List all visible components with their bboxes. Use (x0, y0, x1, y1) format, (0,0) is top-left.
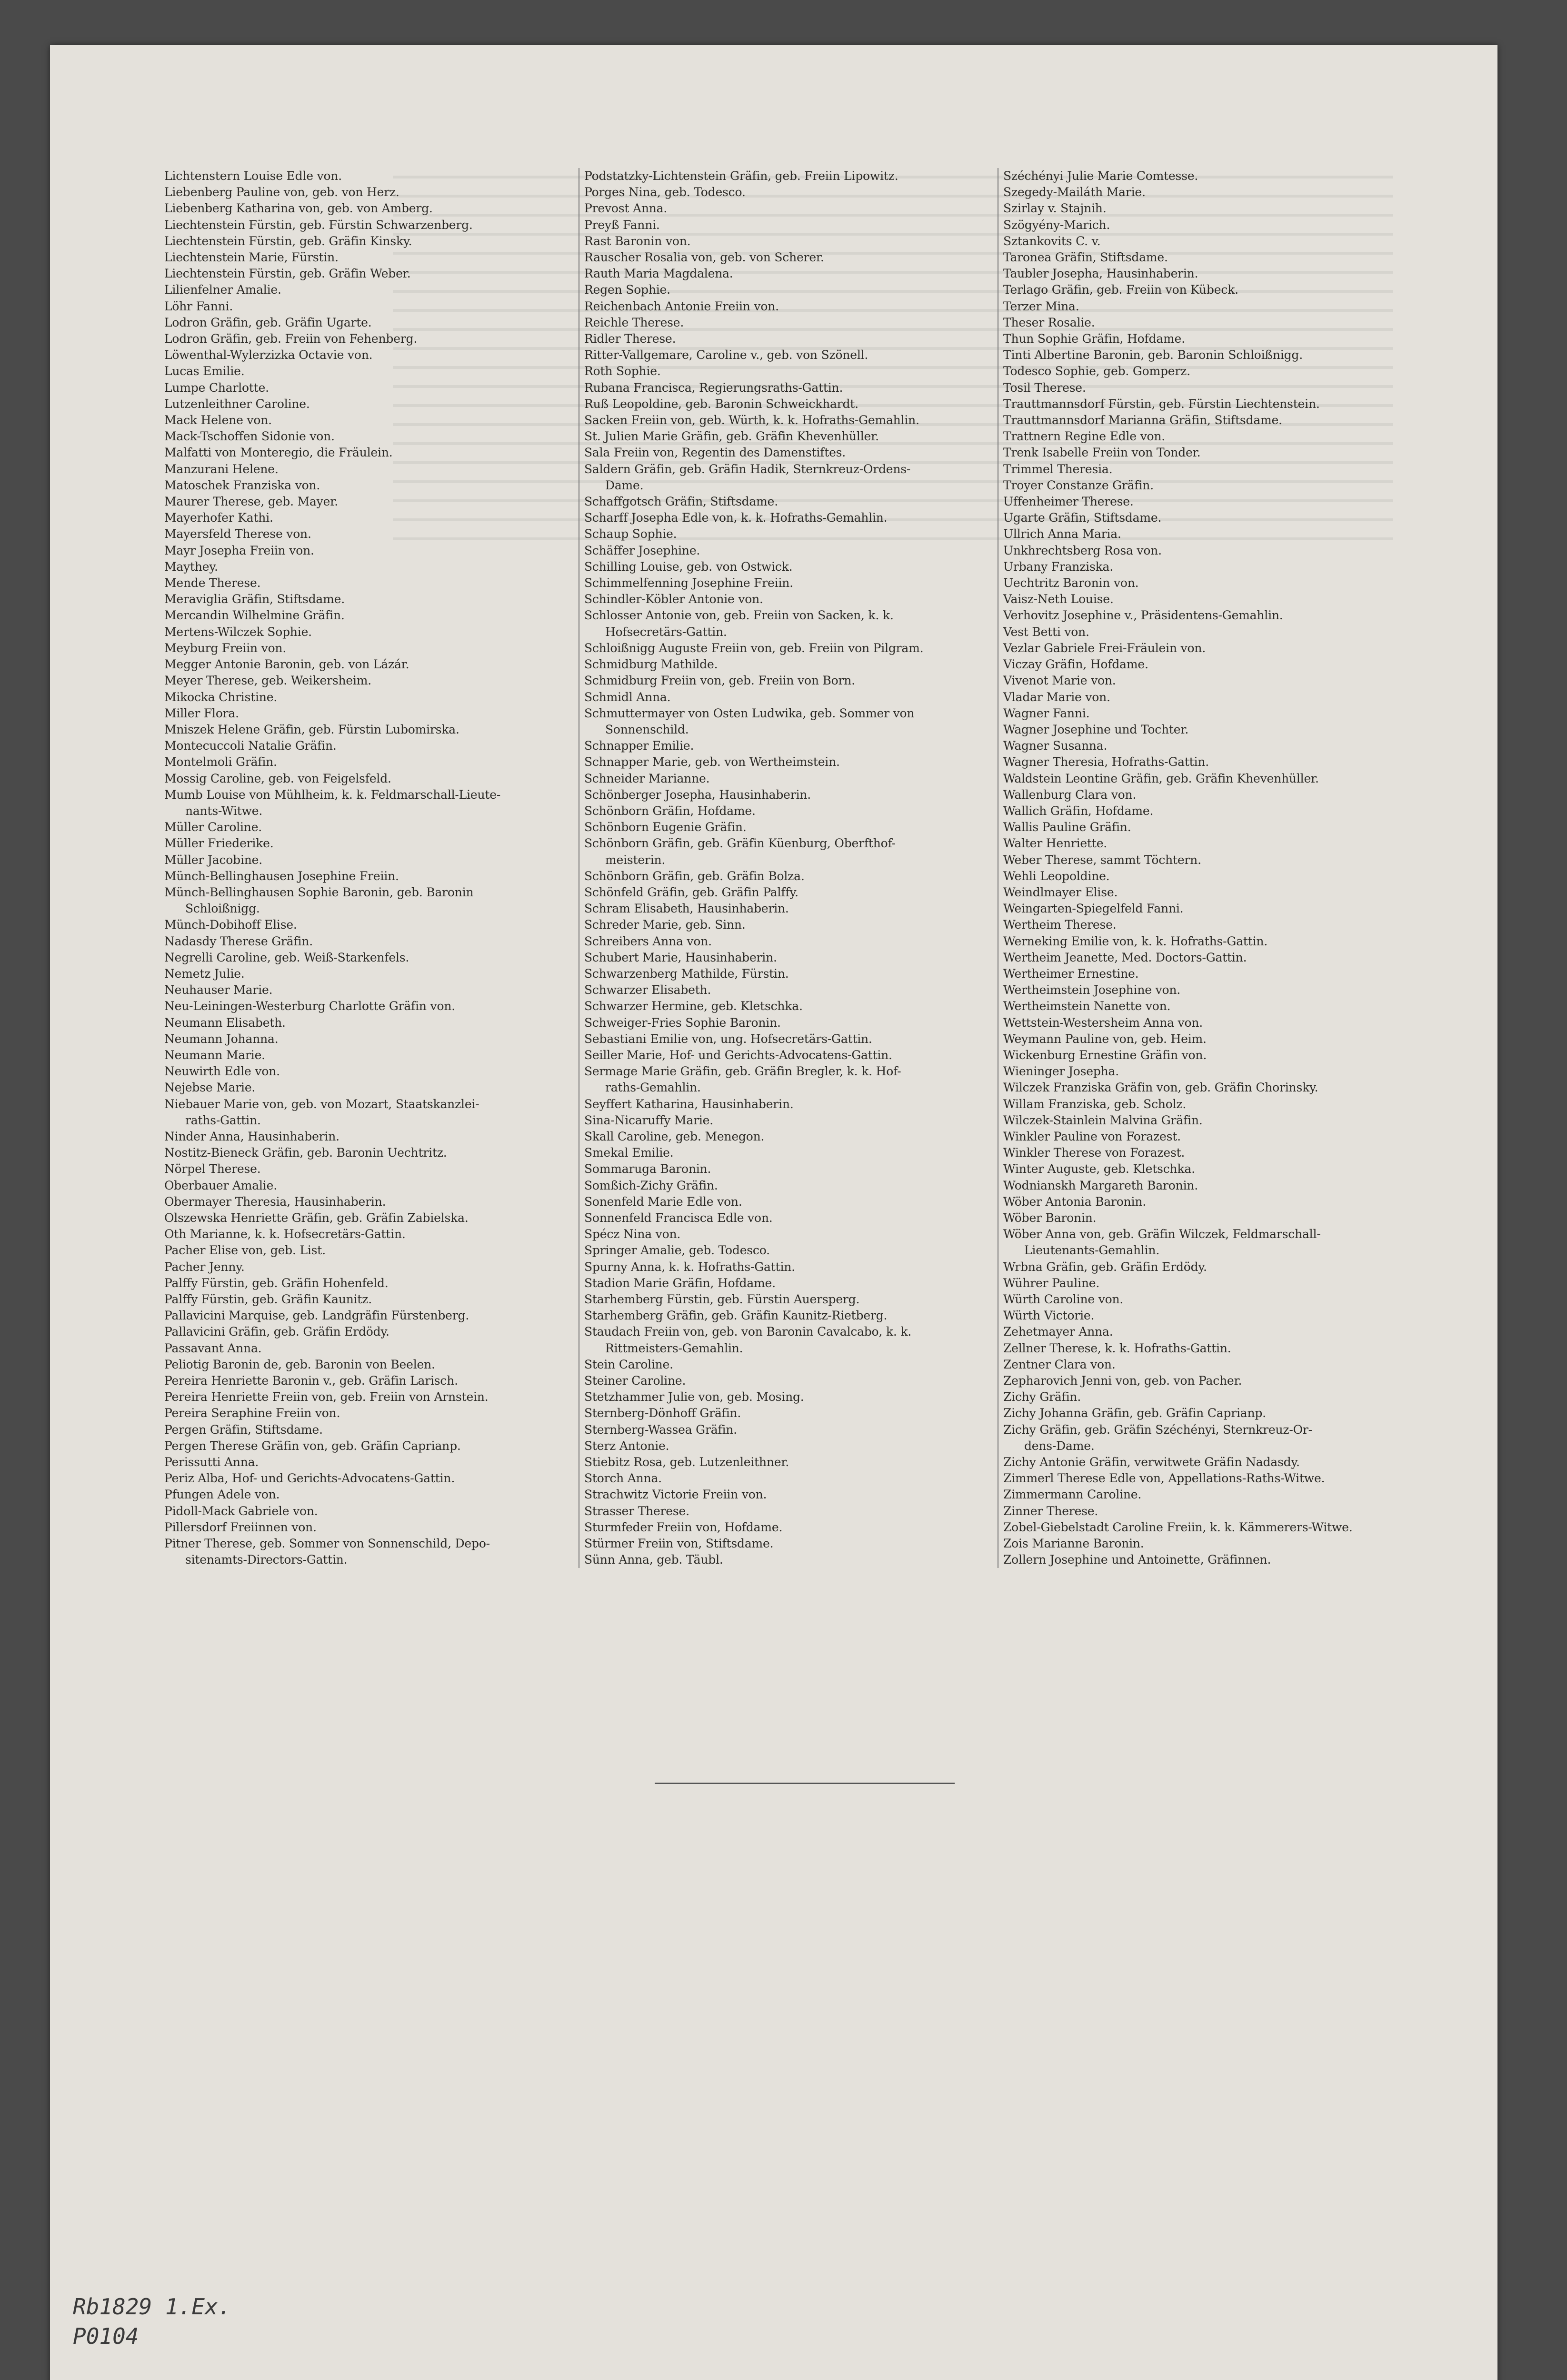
list-entry: Nostitz-Bieneck Gräfin, geb. Baronin Uechtritz. (164, 1146, 447, 1160)
list-entry: Wöber Antonia Baronin. (1003, 1194, 1146, 1209)
list-entry: Stürmer Freiin von, Stiftsdame. (584, 1537, 774, 1551)
list-entry: nants-Witwe. (185, 803, 263, 818)
list-entry: Sina-Nicaruffy Marie. (584, 1113, 713, 1127)
list-entry: Mayr Josepha Freiin von. (164, 543, 314, 557)
list-entry: Schmuttermayer von Osten Ludwika, geb. Sommer von (584, 706, 915, 720)
list-entry: Zichy Johanna Gräfin, geb. Gräfin Caprianp. (1003, 1406, 1266, 1420)
list-entry: Staudach Freiin von, geb. von Baronin Cavalcabo, k. k. (584, 1325, 912, 1339)
list-entry: Sommaruga Baronin. (584, 1162, 711, 1176)
list-entry: Schloißnigg Auguste Freiin von, geb. Freiin von Pilgram. (584, 641, 924, 655)
list-entry: Sebastiani Emilie von, ung. Hofsecretärs-Gattin. (584, 1031, 872, 1046)
list-entry: Passavant Anna. (164, 1341, 262, 1355)
list-entry: Sünn Anna, geb. Täubl. (584, 1553, 723, 1567)
list-entry: meisterin. (605, 853, 666, 867)
list-entry: Obermayer Theresia, Hausinhaberin. (164, 1194, 386, 1209)
list-entry: Liechtenstein Marie, Fürstin. (164, 250, 339, 265)
list-entry: Wöber Anna von, geb. Gräfin Wilczek, Feldmarschall- (1003, 1227, 1321, 1241)
list-entry: Schneider Marianne. (584, 771, 710, 785)
list-entry: Wertheim Therese. (1003, 918, 1117, 932)
list-entry: Rauth Maria Magdalena. (584, 267, 733, 281)
list-entry: Schönfeld Gräfin, geb. Gräfin Palffy. (584, 885, 798, 899)
list-entry: Todesco Sophie, geb. Gomperz. (1003, 364, 1190, 378)
list-entry: Palffy Fürstin, geb. Gräfin Hohenfeld. (164, 1276, 389, 1290)
list-entry: Trauttmannsdorf Fürstin, geb. Fürstin Liechtenstein. (1003, 397, 1320, 411)
list-entry: Vivenot Marie von. (1003, 674, 1116, 688)
list-entry: Szirlay v. Stajnih. (1003, 201, 1107, 216)
list-entry: Liebenberg Pauline von, geb. von Herz. (164, 185, 399, 199)
list-entry: Sternberg-Wassea Gräfin. (584, 1422, 737, 1437)
list-entry: Trauttmannsdorf Marianna Gräfin, Stiftsdame. (1003, 413, 1282, 427)
list-entry: Uechtritz Baronin von. (1003, 576, 1139, 590)
list-entry: Trimmel Theresia. (1003, 462, 1113, 476)
list-entry: Perissutti Anna. (164, 1455, 259, 1469)
list-entry: Mende Therese. (164, 576, 261, 590)
list-entry: Zimmerl Therese Edle von, Appellations-Raths-Witwe. (1003, 1471, 1325, 1486)
list-entry: Wertheimer Ernestine. (1003, 966, 1139, 981)
list-entry: Terlago Gräfin, geb. Freiin von Kübeck. (1003, 283, 1238, 297)
list-entry: Münch-Dobihoff Elise. (164, 918, 297, 932)
list-entry: Löwenthal-Wylerzizka Octavie von. (164, 348, 373, 362)
list-entry: Theser Rosalie. (1003, 315, 1095, 329)
list-entry: Willam Franziska, geb. Scholz. (1003, 1097, 1187, 1111)
archive-signature (73, 2292, 231, 2351)
list-entry: raths-Gemahlin. (605, 1081, 701, 1095)
list-entry: Schloißnigg. (185, 902, 260, 916)
list-entry: Montelmoli Gräfin. (164, 755, 277, 769)
list-entry: Würth Caroline von. (1003, 1292, 1124, 1307)
list-entry: Pidoll-Mack Gabriele von. (164, 1504, 318, 1518)
list-entry: Megger Antonie Baronin, geb. von Lázár. (164, 657, 409, 672)
name-list-columns (164, 168, 1412, 1568)
list-entry: Lichtenstern Louise Edle von. (164, 169, 342, 183)
document-page (50, 45, 1497, 2380)
list-entry: Preyß Fanni. (584, 218, 660, 232)
list-entry: Weindlmayer Elise. (1003, 885, 1118, 899)
list-entry: Viczay Gräfin, Hofdame. (1003, 657, 1148, 672)
list-entry: Weingarten-Spiegelfeld Fanni. (1003, 902, 1184, 916)
list-entry: Liechtenstein Fürstin, geb. Gräfin Weber. (164, 267, 411, 281)
list-entry: Winkler Pauline von Forazest. (1003, 1129, 1181, 1143)
list-entry: Uffenheimer Therese. (1003, 495, 1134, 509)
list-entry: Mikocka Christine. (164, 690, 278, 704)
list-entry: Saldern Gräfin, geb. Gräfin Hadik, Sternkreuz-Ordens- (584, 462, 911, 476)
list-entry: Smekal Emilie. (584, 1146, 674, 1160)
list-entry: Neumann Marie. (164, 1048, 265, 1062)
list-entry: Dame. (605, 478, 644, 492)
list-entry: Zichy Gräfin, geb. Gräfin Széchényi, Sternkreuz-Or- (1003, 1422, 1312, 1437)
list-entry: Somßich-Zichy Gräfin. (584, 1178, 718, 1192)
list-entry: Sonnenschild. (605, 722, 689, 736)
list-entry: Lilienfelner Amalie. (164, 283, 281, 297)
list-entry: Pallavicini Gräfin, geb. Gräfin Erdödy. (164, 1325, 389, 1339)
list-entry: Wöber Baronin. (1003, 1211, 1097, 1225)
list-entry: Schreder Marie, geb. Sinn. (584, 918, 746, 932)
list-entry: Mertens-Wilczek Sophie. (164, 625, 312, 639)
list-entry: Reichle Therese. (584, 315, 684, 329)
list-entry: Löhr Fanni. (164, 299, 233, 313)
list-entry: Verhovitz Josephine v., Präsidentens-Gemahlin. (1003, 608, 1283, 623)
list-entry: Mercandin Wilhelmine Gräfin. (164, 608, 345, 623)
list-entry: Ugarte Gräfin, Stiftsdame. (1003, 511, 1162, 525)
list-entry: Lodron Gräfin, geb. Gräfin Ugarte. (164, 315, 372, 329)
list-entry: Nejebse Marie. (164, 1081, 256, 1095)
list-entry: Trenk Isabelle Freiin von Tonder. (1003, 446, 1201, 460)
list-entry: Podstatzky-Lichtenstein Gräfin, geb. Freiin Lipowitz. (584, 169, 898, 183)
list-entry: Wertheim Jeanette, Med. Doctors-Gattin. (1003, 950, 1247, 964)
list-entry: Wilczek Franziska Gräfin von, geb. Gräfin Chorinsky. (1003, 1081, 1318, 1095)
list-entry: Waldstein Leontine Gräfin, geb. Gräfin Khevenhüller. (1003, 771, 1319, 785)
list-entry: Pfungen Adele von. (164, 1488, 280, 1502)
list-entry: Nemetz Julie. (164, 966, 245, 981)
list-entry: Lucas Emilie. (164, 364, 245, 378)
signature-line-1: Rb1829 1.Ex. (73, 2294, 231, 2320)
list-entry: Periz Alba, Hof- und Gerichts-Advocatens-Gattin. (164, 1471, 455, 1486)
list-entry: Wagner Fanni. (1003, 706, 1090, 720)
list-entry: Schwarzer Elisabeth. (584, 983, 711, 997)
list-entry: Wilczek-Stainlein Malvina Gräfin. (1003, 1113, 1203, 1127)
list-entry: Stadion Marie Gräfin, Hofdame. (584, 1276, 776, 1290)
list-entry: Pereira Henriette Baronin v., geb. Gräfin Larisch. (164, 1374, 458, 1388)
list-entry: Neuwirth Edle von. (164, 1064, 280, 1079)
list-entry: Schimmelfenning Josephine Freiin. (584, 576, 793, 590)
list-entry: Sonnenfeld Francisca Edle von. (584, 1211, 773, 1225)
list-entry: Sztankovits C. v. (1003, 234, 1101, 248)
end-rule (655, 1783, 955, 1784)
list-entry: Schaffgotsch Gräfin, Stiftsdame. (584, 495, 778, 509)
list-entry: Mack-Tschoffen Sidonie von. (164, 429, 335, 444)
list-entry: Sacken Freiin von, geb. Würth, k. k. Hofraths-Gemahlin. (584, 413, 919, 427)
list-entry: Starhemberg Fürstin, geb. Fürstin Auersperg. (584, 1292, 860, 1307)
list-entry: Roth Sophie. (584, 364, 661, 378)
list-entry: Wagner Josephine und Tochter. (1003, 722, 1189, 736)
list-entry: Wallenburg Clara von. (1003, 787, 1137, 802)
list-entry: Wallis Pauline Gräfin. (1003, 820, 1131, 834)
list-entry: Tinti Albertine Baronin, geb. Baronin Schloißnigg. (1003, 348, 1303, 362)
list-entry: Liechtenstein Fürstin, geb. Fürstin Schwarzenberg. (164, 218, 473, 232)
list-entry: sitenamts-Directors-Gattin. (185, 1553, 348, 1567)
list-entry: Pergen Gräfin, Stiftsdame. (164, 1422, 323, 1437)
list-entry: Hofsecretärs-Gattin. (605, 625, 727, 639)
list-entry: Winter Auguste, geb. Kletschka. (1003, 1162, 1195, 1176)
list-entry: Széchényi Julie Marie Comtesse. (1003, 169, 1198, 183)
list-entry: Wertheimstein Nanette von. (1003, 999, 1171, 1013)
list-entry: Stiebitz Rosa, geb. Lutzenleithner. (584, 1455, 789, 1469)
list-entry: Mayerhofer Kathi. (164, 511, 273, 525)
list-entry: Schmidl Anna. (584, 690, 671, 704)
list-entry: Wertheimstein Josephine von. (1003, 983, 1181, 997)
list-entry: dens-Dame. (1024, 1438, 1095, 1453)
list-entry: Nörpel Therese. (164, 1162, 261, 1176)
list-entry: Schram Elisabeth, Hausinhaberin. (584, 902, 789, 916)
list-entry: Wallich Gräfin, Hofdame. (1003, 803, 1154, 818)
list-entry: Ninder Anna, Hausinhaberin. (164, 1129, 339, 1143)
list-entry: Mack Helene von. (164, 413, 272, 427)
list-entry: Sturmfeder Freiin von, Hofdame. (584, 1520, 783, 1534)
list-entry: Schnapper Emilie. (584, 739, 694, 753)
list-entry: Pacher Jenny. (164, 1259, 245, 1274)
list-entry: Wrbna Gräfin, geb. Gräfin Erdödy. (1003, 1259, 1207, 1274)
list-entry: Schubert Marie, Hausinhaberin. (584, 950, 777, 964)
list-entry: Rauscher Rosalia von, geb. von Scherer. (584, 250, 824, 265)
list-entry: Sermage Marie Gräfin, geb. Gräfin Bregler, k. k. Hof- (584, 1064, 901, 1079)
list-entry: Montecuccoli Natalie Gräfin. (164, 739, 337, 753)
list-entry: Würth Victorie. (1003, 1309, 1095, 1323)
list-entry: Wührer Pauline. (1003, 1276, 1100, 1290)
list-entry: Schwarzenberg Mathilde, Fürstin. (584, 966, 789, 981)
list-entry: Wickenburg Ernestine Gräfin von. (1003, 1048, 1207, 1062)
column-1 (164, 168, 579, 1568)
list-entry: Pillersdorf Freiinnen von. (164, 1520, 317, 1534)
list-entry: Seyffert Katharina, Hausinhaberin. (584, 1097, 794, 1111)
list-entry: Schönborn Gräfin, geb. Gräfin Bolza. (584, 869, 805, 883)
list-entry: Springer Amalie, geb. Todesco. (584, 1243, 770, 1258)
list-entry: Mayersfeld Therese von. (164, 527, 311, 541)
list-entry: Strachwitz Victorie Freiin von. (584, 1488, 767, 1502)
list-entry: Szögyény-Marich. (1003, 218, 1110, 232)
list-entry: Unkhrechtsberg Rosa von. (1003, 543, 1162, 557)
list-entry: Skall Caroline, geb. Menegon. (584, 1129, 765, 1143)
list-entry: Ridler Therese. (584, 332, 676, 346)
list-entry: Ruß Leopoldine, geb. Baronin Schweickhardt. (584, 397, 858, 411)
list-entry: Vezlar Gabriele Frei-Fräulein von. (1003, 641, 1206, 655)
list-entry: Steiner Caroline. (584, 1374, 686, 1388)
list-entry: Pergen Therese Gräfin von, geb. Gräfin Caprianp. (164, 1438, 461, 1453)
list-entry: Zichy Antonie Gräfin, verwitwete Gräfin Nadasdy. (1003, 1455, 1300, 1469)
list-entry: Urbany Franziska. (1003, 559, 1113, 574)
list-entry: Ritter-Vallgemare, Caroline v., geb. von Szönell. (584, 348, 868, 362)
list-entry: Terzer Mina. (1003, 299, 1079, 313)
list-entry: Weymann Pauline von, geb. Heim. (1003, 1031, 1207, 1046)
list-entry: Miller Flora. (164, 706, 239, 720)
list-entry: Zichy Gräfin. (1003, 1390, 1081, 1404)
list-entry: Spécz Nina von. (584, 1227, 681, 1241)
list-entry: Wagner Susanna. (1003, 739, 1108, 753)
list-entry: Walter Henriette. (1003, 836, 1108, 851)
list-entry: Pereira Henriette Freiin von, geb. Freiin von Arnstein. (164, 1390, 489, 1404)
list-entry: Schäffer Josephine. (584, 543, 700, 557)
list-entry: Reichenbach Antonie Freiin von. (584, 299, 779, 313)
list-entry: Peliotig Baronin de, geb. Baronin von Beelen. (164, 1357, 435, 1371)
list-entry: Neumann Elisabeth. (164, 1015, 286, 1030)
list-entry: Wodnianskh Margareth Baronin. (1003, 1178, 1198, 1192)
list-entry: Wieninger Josepha. (1003, 1064, 1119, 1079)
list-entry: Pereira Seraphine Freiin von. (164, 1406, 340, 1420)
list-entry: Nadasdy Therese Gräfin. (164, 934, 313, 948)
list-entry: Pacher Elise von, geb. List. (164, 1243, 326, 1258)
list-entry: Negrelli Caroline, geb. Weiß-Starkenfels. (164, 950, 409, 964)
list-entry: Olszewska Henriette Gräfin, geb. Gräfin Zabielska. (164, 1211, 469, 1225)
list-entry: Schmidburg Freiin von, geb. Freiin von Born. (584, 674, 855, 688)
list-entry: Rast Baronin von. (584, 234, 691, 248)
list-entry: Troyer Constanze Gräfin. (1003, 478, 1154, 492)
list-entry: Liechtenstein Fürstin, geb. Gräfin Kinsky. (164, 234, 412, 248)
list-entry: Szegedy-Mailáth Marie. (1003, 185, 1146, 199)
list-entry: Mossig Caroline, geb. von Feigelsfeld. (164, 771, 391, 785)
list-entry: Weber Therese, sammt Töchtern. (1003, 853, 1201, 867)
signature-line-2: P0104 (73, 2323, 139, 2349)
list-entry: Strasser Therese. (584, 1504, 689, 1518)
list-entry: Stein Caroline. (584, 1357, 673, 1371)
list-entry: Münch-Bellinghausen Sophie Baronin, geb. Baronin (164, 885, 474, 899)
list-entry: Schönborn Gräfin, geb. Gräfin Küenburg, Oberfthof- (584, 836, 896, 851)
list-entry: Werneking Emilie von, k. k. Hofraths-Gattin. (1003, 934, 1268, 948)
list-entry: Prevost Anna. (584, 201, 668, 216)
list-entry: Scharff Josepha Edle von, k. k. Hofraths-Gemahlin. (584, 511, 888, 525)
list-entry: Mumb Louise von Mühlheim, k. k. Feldmarschall-Lieute- (164, 787, 501, 802)
list-entry: Münch-Bellinghausen Josephine Freiin. (164, 869, 399, 883)
list-entry: Malfatti von Monteregio, die Fräulein. (164, 446, 393, 460)
list-entry: Pallavicini Marquise, geb. Landgräfin Fürstenberg. (164, 1309, 469, 1323)
list-entry: Meyburg Freiin von. (164, 641, 287, 655)
list-entry: Neu-Leiningen-Westerburg Charlotte Gräfin von. (164, 999, 455, 1013)
list-entry: Ullrich Anna Maria. (1003, 527, 1121, 541)
list-entry: Maythey. (164, 559, 218, 574)
list-entry: Zimmermann Caroline. (1003, 1488, 1142, 1502)
list-entry: Müller Caroline. (164, 820, 262, 834)
list-entry: Storch Anna. (584, 1471, 662, 1486)
list-entry: Schönberger Josepha, Hausinhaberin. (584, 787, 811, 802)
list-entry: Trattnern Regine Edle von. (1003, 429, 1165, 444)
list-entry: Maurer Therese, geb. Mayer. (164, 495, 338, 509)
list-entry: Schönborn Gräfin, Hofdame. (584, 803, 756, 818)
list-entry: Tosil Therese. (1003, 380, 1086, 395)
list-entry: Neuhauser Marie. (164, 983, 273, 997)
list-entry: Taronea Gräfin, Stiftsdame. (1003, 250, 1168, 265)
list-entry: Spurny Anna, k. k. Hofraths-Gattin. (584, 1259, 795, 1274)
list-entry: Zollern Josephine und Antoinette, Gräfinnen. (1003, 1553, 1271, 1567)
list-entry: Thun Sophie Gräfin, Hofdame. (1003, 332, 1185, 346)
list-entry: Müller Jacobine. (164, 853, 263, 867)
list-entry: Schönborn Eugenie Gräfin. (584, 820, 747, 834)
list-entry: Vladar Marie von. (1003, 690, 1110, 704)
list-entry: Lutzenleithner Caroline. (164, 397, 310, 411)
list-entry: Mniszek Helene Gräfin, geb. Fürstin Lubomirska. (164, 722, 459, 736)
list-entry: Zentner Clara von. (1003, 1357, 1116, 1371)
list-entry: Rittmeisters-Gemahlin. (605, 1341, 743, 1355)
list-entry: Regen Sophie. (584, 283, 670, 297)
list-entry: Sala Freiin von, Regentin des Damenstiftes. (584, 446, 846, 460)
list-entry: Taubler Josepha, Hausinhaberin. (1003, 267, 1198, 281)
list-entry: Palffy Fürstin, geb. Gräfin Kaunitz. (164, 1292, 372, 1307)
column-2 (579, 168, 998, 1568)
list-entry: Meraviglia Gräfin, Stiftsdame. (164, 592, 345, 606)
list-entry: Schnapper Marie, geb. von Wertheimstein. (584, 755, 840, 769)
list-entry: Starhemberg Gräfin, geb. Gräfin Kaunitz-Rietberg. (584, 1309, 888, 1323)
list-entry: Sterz Antonie. (584, 1438, 669, 1453)
list-entry: Zinner Therese. (1003, 1504, 1098, 1518)
list-entry: Niebauer Marie von, geb. von Mozart, Staatskanzlei- (164, 1097, 479, 1111)
list-entry: Seiller Marie, Hof- und Gerichts-Advocatens-Gattin. (584, 1048, 892, 1062)
list-entry: Oth Marianne, k. k. Hofsecretärs-Gattin. (164, 1227, 406, 1241)
list-entry: Lieutenants-Gemahlin. (1024, 1243, 1160, 1258)
list-entry: Zehetmayer Anna. (1003, 1325, 1113, 1339)
list-entry: Oberbauer Amalie. (164, 1178, 277, 1192)
column-3 (998, 168, 1412, 1568)
list-entry: Zois Marianne Baronin. (1003, 1537, 1144, 1551)
list-entry: raths-Gattin. (185, 1113, 261, 1127)
list-entry: Zepharovich Jenni von, geb. von Pacher. (1003, 1374, 1242, 1388)
list-entry: St. Julien Marie Gräfin, geb. Gräfin Khevenhüller. (584, 429, 879, 444)
list-entry: Lodron Gräfin, geb. Freiin von Fehenberg. (164, 332, 418, 346)
list-entry: Schlosser Antonie von, geb. Freiin von Sacken, k. k. (584, 608, 894, 623)
list-entry: Schweiger-Fries Sophie Baronin. (584, 1015, 781, 1030)
list-entry: Schaup Sophie. (584, 527, 677, 541)
list-entry: Sternberg-Dönhoff Gräfin. (584, 1406, 741, 1420)
list-entry: Rubana Francisca, Regierungsraths-Gattin. (584, 380, 843, 395)
list-entry: Wettstein-Westersheim Anna von. (1003, 1015, 1203, 1030)
list-entry: Schindler-Köbler Antonie von. (584, 592, 763, 606)
list-entry: Vaisz-Neth Louise. (1003, 592, 1114, 606)
list-entry: Schreibers Anna von. (584, 934, 712, 948)
list-entry: Zobel-Giebelstadt Caroline Freiin, k. k. Kämmerers-Witwe. (1003, 1520, 1353, 1534)
list-entry: Winkler Therese von Forazest. (1003, 1146, 1185, 1160)
list-entry: Pitner Therese, geb. Sommer von Sonnenschild, Depo- (164, 1537, 490, 1551)
list-entry: Schmidburg Mathilde. (584, 657, 718, 672)
list-entry: Meyer Therese, geb. Weikersheim. (164, 674, 372, 688)
list-entry: Vest Betti von. (1003, 625, 1089, 639)
list-entry: Wagner Theresia, Hofraths-Gattin. (1003, 755, 1209, 769)
list-entry: Müller Friederike. (164, 836, 274, 851)
list-entry: Wehli Leopoldine. (1003, 869, 1110, 883)
list-entry: Matoschek Franziska von. (164, 478, 320, 492)
list-entry: Stetzhammer Julie von, geb. Mosing. (584, 1390, 804, 1404)
list-entry: Manzurani Helene. (164, 462, 279, 476)
list-entry: Zellner Therese, k. k. Hofraths-Gattin. (1003, 1341, 1231, 1355)
list-entry: Schilling Louise, geb. von Ostwick. (584, 559, 793, 574)
list-entry: Sonenfeld Marie Edle von. (584, 1194, 742, 1209)
list-entry: Porges Nina, geb. Todesco. (584, 185, 746, 199)
list-entry: Liebenberg Katharina von, geb. von Amberg. (164, 201, 433, 216)
list-entry: Neumann Johanna. (164, 1031, 279, 1046)
list-entry: Lumpe Charlotte. (164, 380, 269, 395)
list-entry: Schwarzer Hermine, geb. Kletschka. (584, 999, 803, 1013)
